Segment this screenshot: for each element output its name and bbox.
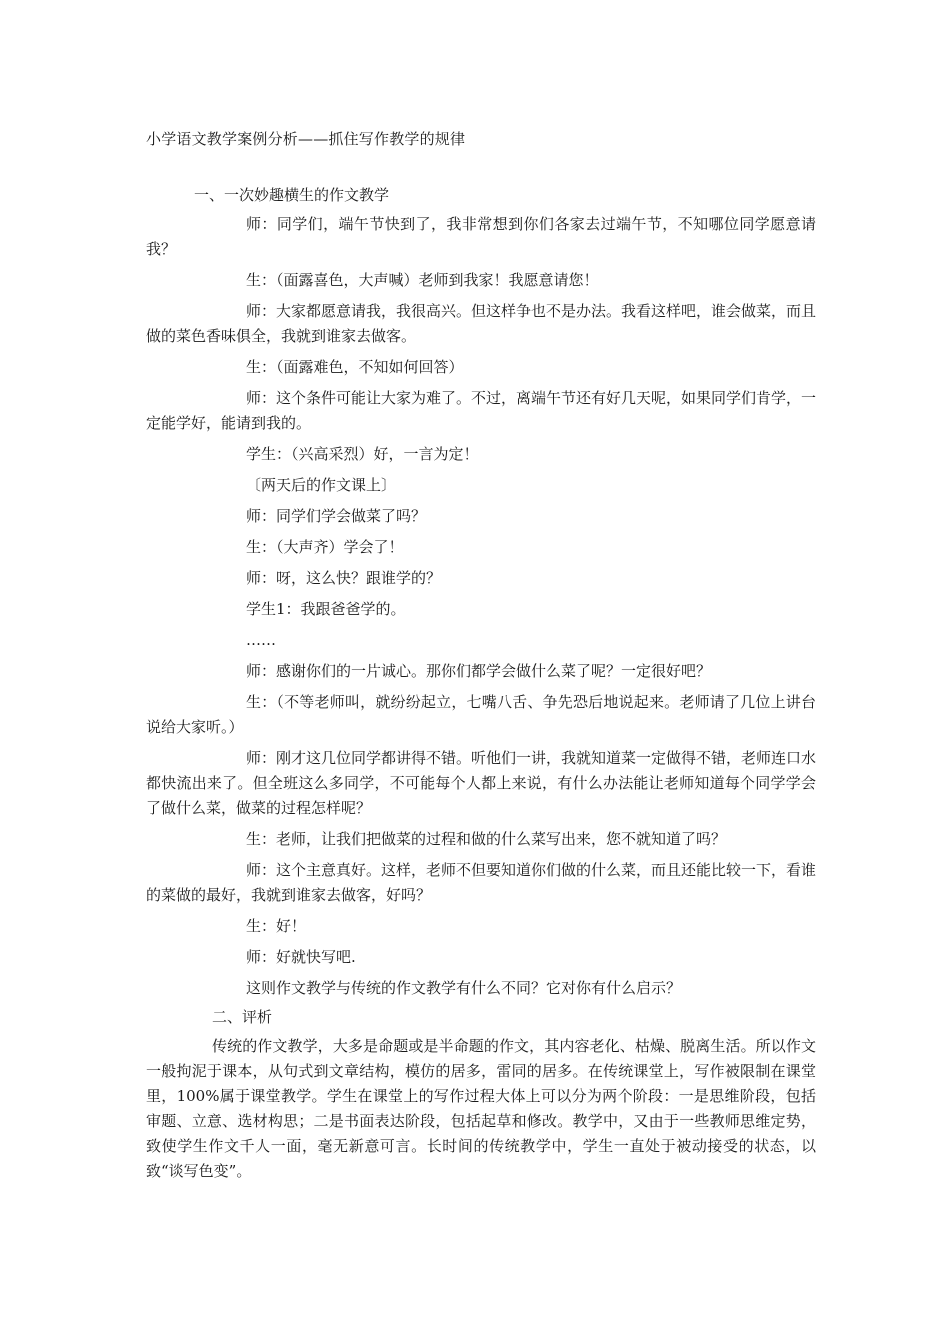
dialogue-line: 师：大家都愿意请我，我很高兴。但这样争也不是办法。我看这样吧，谁会做菜，而且做的菜色香味俱全，我就到谁家去做客。 (146, 302, 817, 345)
analysis-paragraph: 传统的作文教学，大多是命题或是半命题的作文，其内容老化、枯燥、脱离生活。所以作文一般拘泥于课本，从句式到文章结构，模仿的居多，雷同的居多。在传统课堂上，写作被限制在课堂里，100%属于课堂教学。学生在课堂上的写作过程大体上可以分为两个阶段：一是思维阶段，包括审题、立意、选材构思；二是书面表达阶段，包括起草和修改。教学中，又由于一些教师思维定势，致使学生作文千人一面，毫无新意可言。长时间的传统教学中，学生一直处于被动接受的状态，以致“谈写色变”。 (146, 1037, 816, 1180)
dialogue-line: 生：好！ (246, 917, 307, 935)
dialogue-line: 师：好就快写吧. (246, 948, 356, 966)
dialogue-line: 师：同学们学会做菜了吗？ (246, 507, 427, 525)
dialogue-line: 生：（面露喜色，大声喊）老师到我家！我愿意请您！ (246, 271, 599, 289)
dialogue-line: 师：这个条件可能让大家为难了。不过，离端午节还有好几天呢，如果同学们肯学，一定能学好，能请到我的。 (146, 389, 817, 432)
dialogue-line: 生：（不等老师叫，就纷纷起立，七嘴八舌、争先恐后地说起来。老师请了几位上讲台说给大家听。） (146, 693, 816, 736)
document-title: 小学语文教学案例分析——抓住写作教学的规律 (146, 130, 466, 148)
dialogue-line: 师：呀，这么快？跟谁学的？ (246, 569, 442, 587)
dialogue-line: 师：同学们，端午节快到了，我非常想到你们各家去过端午节，不知哪位同学愿意请我？ (146, 215, 816, 258)
dialogue-line: 生：老师，让我们把做菜的过程和做的什么菜写出来，您不就知道了吗？ (246, 830, 727, 848)
analysis-block (146, 1034, 816, 1184)
dialogue-line: 师：感谢你们的一片诚心。那你们都学会做什么菜了呢？一定很好吧？ (246, 662, 712, 680)
dialogue-line: 学生：（兴高采烈）好，一言为定！ (246, 445, 479, 463)
dialogue-line: 生：（面露难色，不知如何回答） (246, 358, 464, 376)
section-heading-2: 二、评析 (212, 1008, 273, 1026)
dialogue-line: 生：（大声齐）学会了！ (246, 538, 404, 556)
dialogue-line: 学生1：我跟爸爸学的。 (246, 600, 406, 618)
reflection-question: 这则作文教学与传统的作文教学有什么不同？它对你有什么启示？ (246, 979, 682, 997)
dialogue-line: 师：这个主意真好。这样，老师不但要知道你们做的什么菜，而且还能比较一下，看谁的菜做的最好，我就到谁家去做客，好吗？ (146, 861, 817, 904)
dialogue-line: 〔两天后的作文课上〕 (246, 476, 397, 494)
dialogue-line: 师：刚才这几位同学都讲得不错。听他们一讲，我就知道菜一定做得不错，老师连口水都快流出来了。但全班这么多同学，不可能每个人都上来说，有什么办法能让老师知道每个同学学会了做什么菜，做菜的过程怎样呢？ (146, 749, 817, 817)
dialogue-block (146, 212, 816, 1007)
section-heading-1: 一、一次妙趣横生的作文教学 (194, 186, 390, 204)
ellipsis-line: …… (246, 631, 276, 649)
